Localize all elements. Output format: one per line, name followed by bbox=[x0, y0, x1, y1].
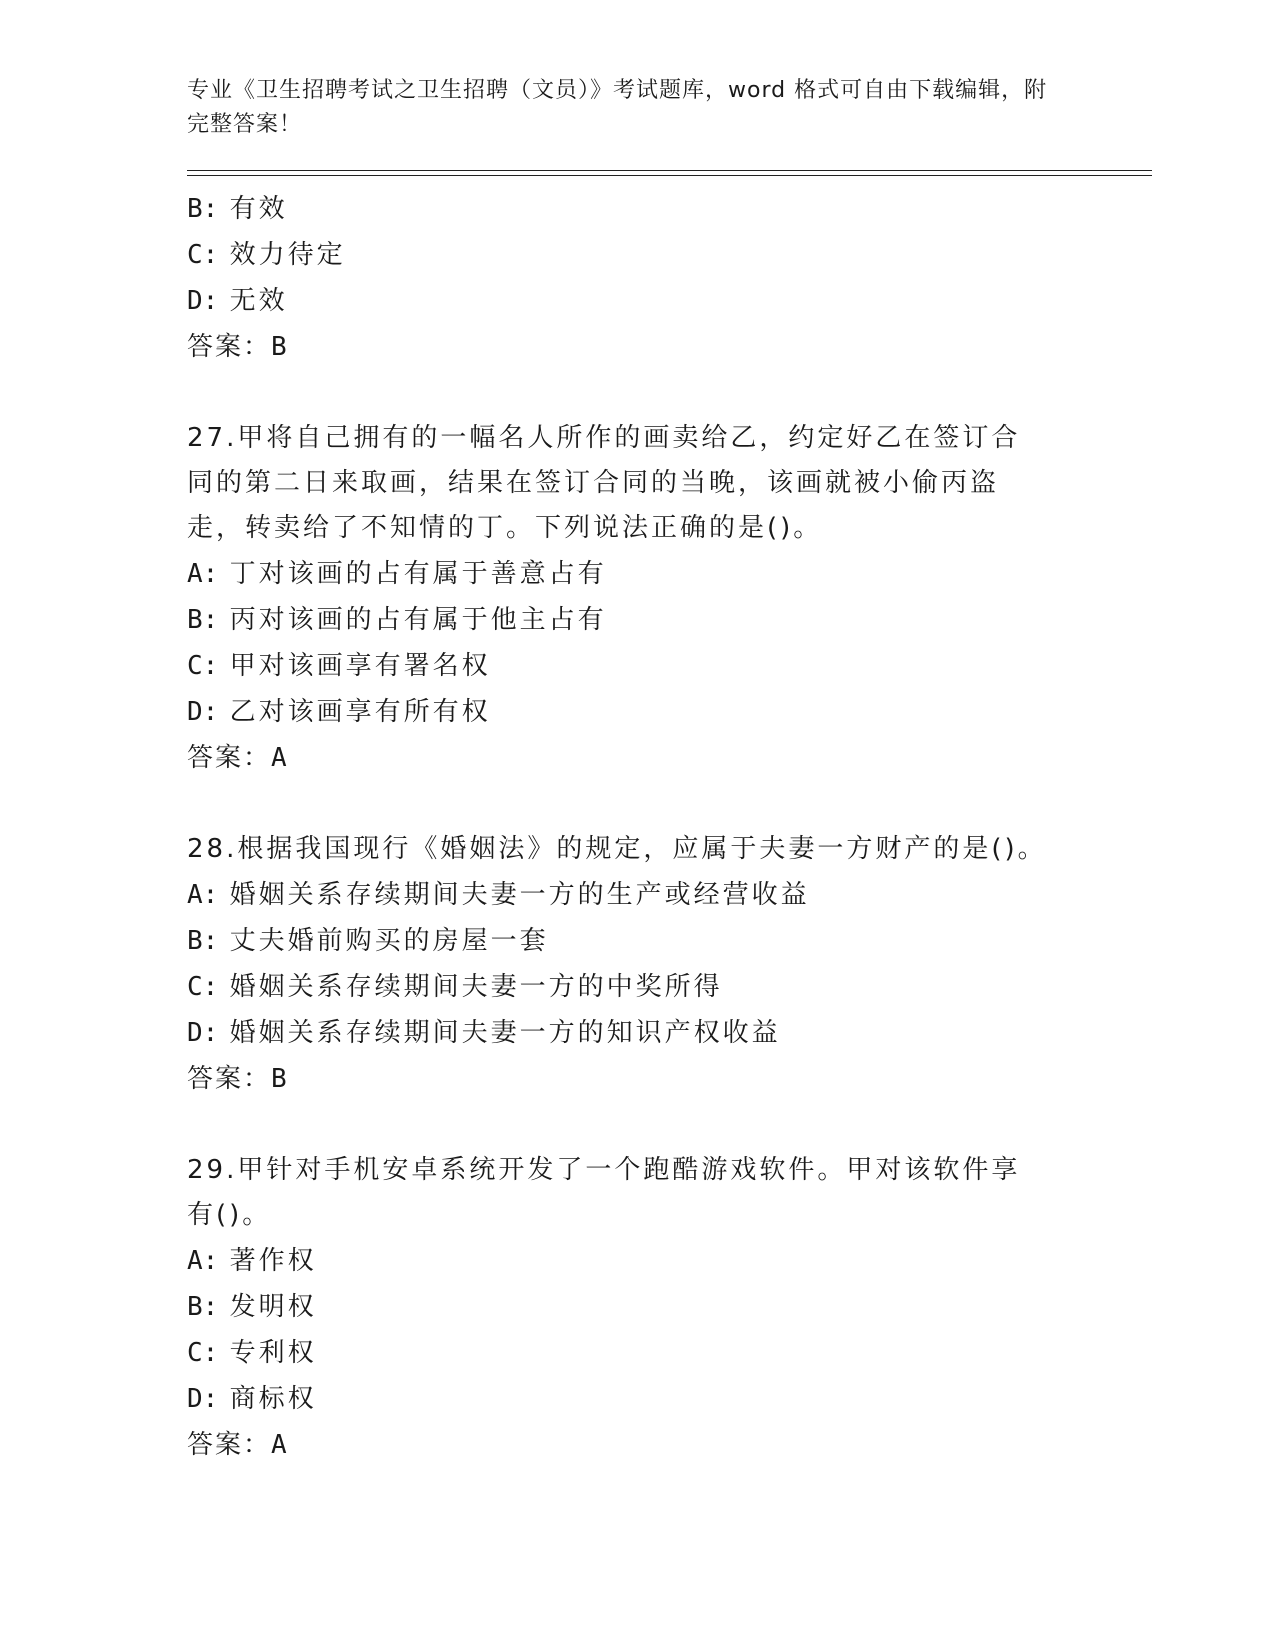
answer-line: 答案：B bbox=[187, 1064, 289, 1094]
header-rule-bottom bbox=[187, 175, 1152, 176]
question-28 bbox=[187, 827, 1087, 1102]
answer-line: 答案：A bbox=[187, 1430, 289, 1460]
question-stem: 28.根据我国现行《婚姻法》的规定，应属于夫妻一方财产的是()。 bbox=[187, 834, 1047, 864]
question-29 bbox=[187, 1148, 1087, 1468]
document-header: 专业《卫生招聘考试之卫生招聘（文员）》考试题库，word 格式可自由下载编辑，附完整答案！ bbox=[187, 78, 1048, 137]
option-b: B: 丈夫婚前购买的房屋一套 bbox=[187, 926, 549, 956]
option-d: D: 商标权 bbox=[187, 1384, 317, 1414]
option-c: C: 婚姻关系存续期间夫妻一方的中奖所得 bbox=[187, 972, 723, 1002]
continued-question bbox=[187, 186, 1087, 370]
question-stem: 29.甲针对手机安卓系统开发了一个跑酷游戏软件。甲对该软件享有()。 bbox=[187, 1155, 1021, 1230]
question-stem: 27.甲将自己拥有的一幅名人所作的画卖给乙，约定好乙在签订合同的第二日来取画，结果在签订合同的当晚，该画就被小偷丙盗走，转卖给了不知情的丁。下列说法正确的是()。 bbox=[187, 423, 1021, 543]
option-c: C: 效力待定 bbox=[187, 240, 346, 270]
option-b: B: 发明权 bbox=[187, 1292, 317, 1322]
option-b: B: 丙对该画的占有属于他主占有 bbox=[187, 605, 607, 635]
question-27 bbox=[187, 416, 1087, 781]
option-a: A: 著作权 bbox=[187, 1246, 317, 1276]
option-c: C: 专利权 bbox=[187, 1338, 317, 1368]
header-rule-top bbox=[187, 170, 1152, 171]
option-b: B: 有效 bbox=[187, 194, 288, 224]
option-d: D: 乙对该画享有所有权 bbox=[187, 697, 491, 727]
option-a: A: 丁对该画的占有属于善意占有 bbox=[187, 559, 607, 589]
answer-line: 答案：A bbox=[187, 743, 289, 773]
option-a: A: 婚姻关系存续期间夫妻一方的生产或经营收益 bbox=[187, 880, 810, 910]
answer-line: 答案：B bbox=[187, 332, 289, 362]
option-d: D: 婚姻关系存续期间夫妻一方的知识产权收益 bbox=[187, 1018, 781, 1048]
option-c: C: 甲对该画享有署名权 bbox=[187, 651, 491, 681]
option-d: D: 无效 bbox=[187, 286, 288, 316]
question-content bbox=[187, 186, 1087, 1468]
